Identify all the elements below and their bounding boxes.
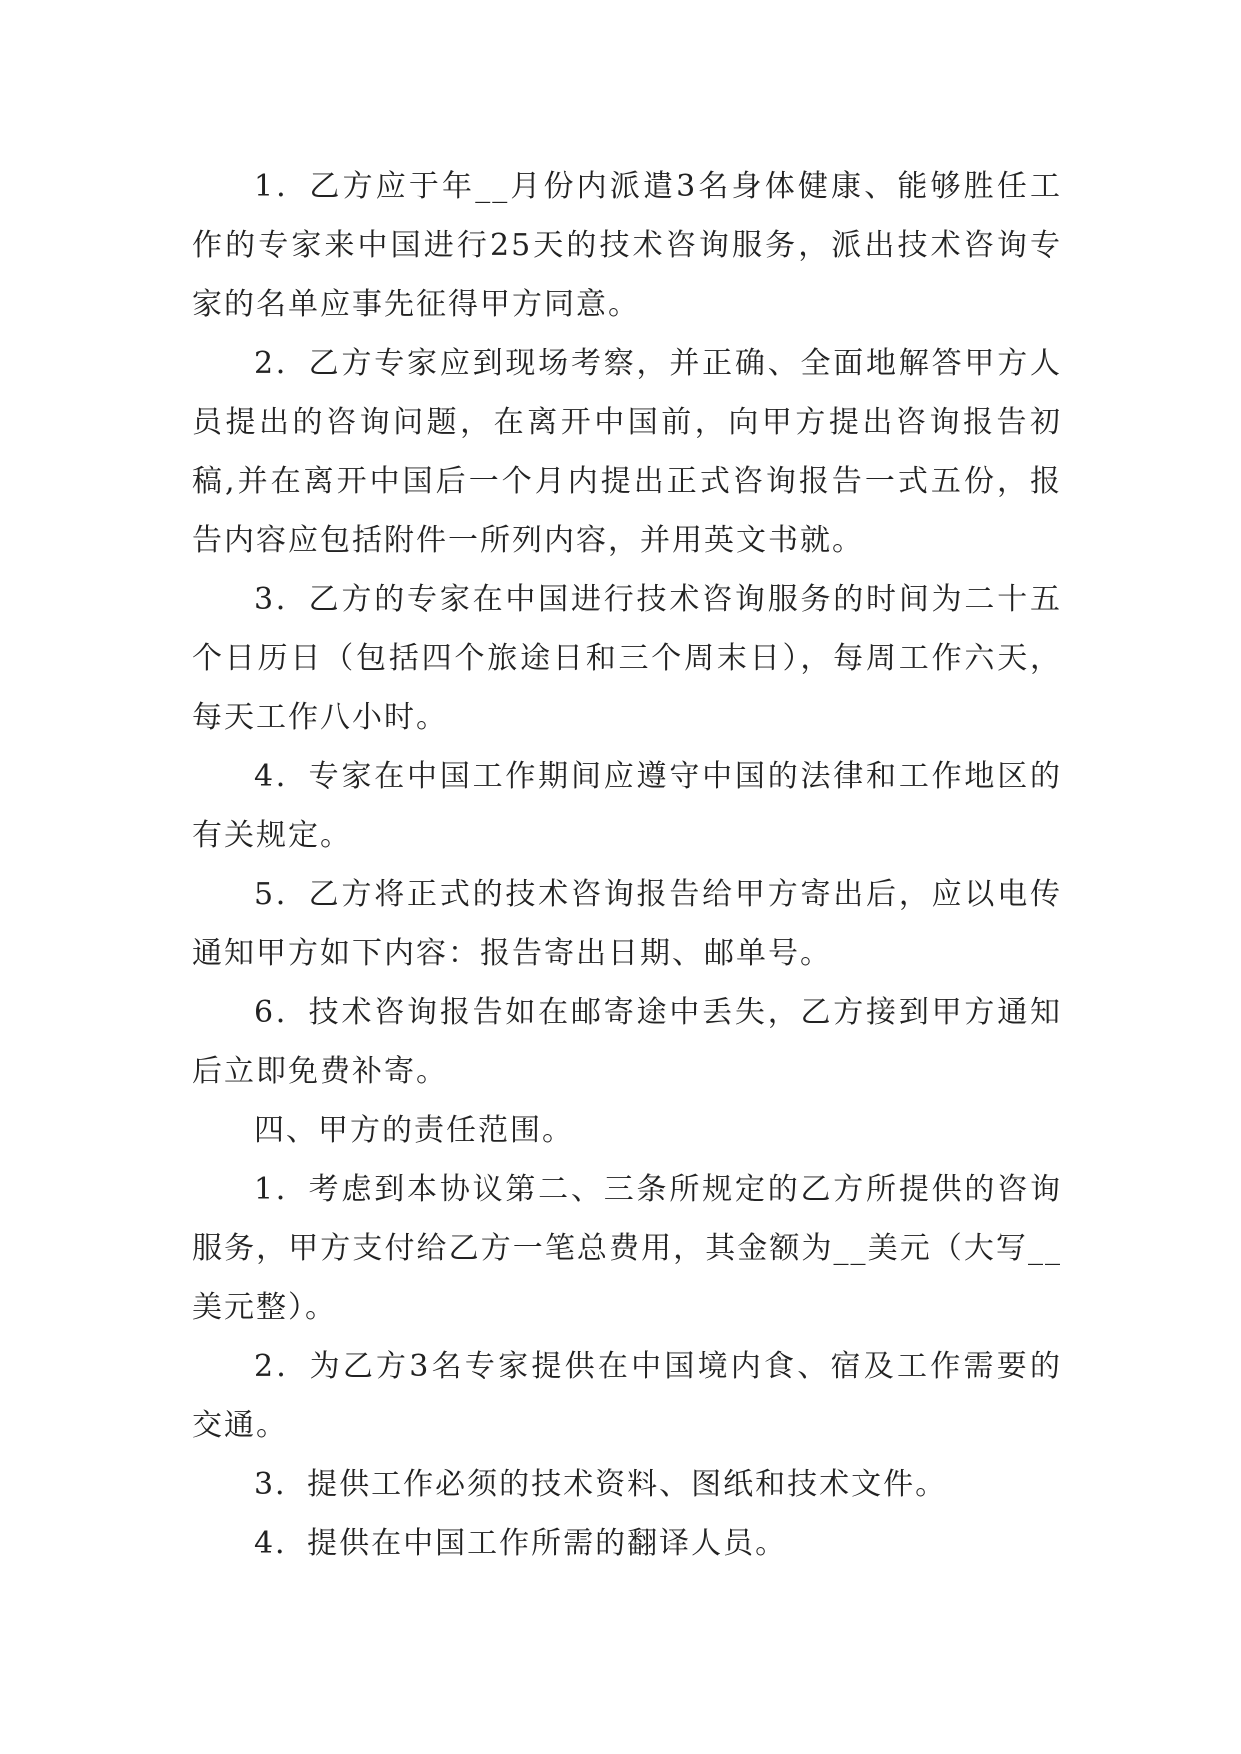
paragraph-b2: 2．乙方专家应到现场考察，并正确、全面地解答甲方人员提出的咨询问题，在离开中国前，向甲方提出咨询报告初稿,并在离开中国后一个月内提出正式咨询报告一式五份，报告内容应包括附件一所列内容，并用英文书就。 xyxy=(192,346,1062,558)
paragraph-b1: 1．乙方应于年__月份内派遣3名身体健康、能够胜任工作的专家来中国进行25天的技术咨询服务，派出技术咨询专家的名单应事先征得甲方同意。 xyxy=(192,169,1062,322)
paragraph-b3: 3．乙方的专家在中国进行技术咨询服务的时间为二十五个日历日（包括四个旅途日和三个周末日），每周工作六天，每天工作八小时。 xyxy=(192,582,1062,735)
section-heading-4: 四、甲方的责任范围。 xyxy=(254,1113,574,1148)
paragraph-b5: 5．乙方将正式的技术咨询报告给甲方寄出后，应以电传通知甲方如下内容：报告寄出日期、邮单号。 xyxy=(192,877,1062,971)
paragraph-c3: 3．提供工作必须的技术资料、图纸和技术文件。 xyxy=(254,1467,948,1502)
document-body xyxy=(192,157,1062,1573)
paragraph-c1: 1．考虑到本协议第二、三条所规定的乙方所提供的咨询服务，甲方支付给乙方一笔总费用，其金额为__美元（大写__美元整）。 xyxy=(192,1172,1062,1325)
paragraph-b4: 4．专家在中国工作期间应遵守中国的法律和工作地区的有关规定。 xyxy=(192,759,1062,853)
paragraph-b6: 6．技术咨询报告如在邮寄途中丢失，乙方接到甲方通知后立即免费补寄。 xyxy=(192,995,1062,1089)
paragraph-c2: 2．为乙方3名专家提供在中国境内食、宿及工作需要的交通。 xyxy=(192,1349,1062,1443)
paragraph-c4: 4．提供在中国工作所需的翻译人员。 xyxy=(254,1526,788,1561)
